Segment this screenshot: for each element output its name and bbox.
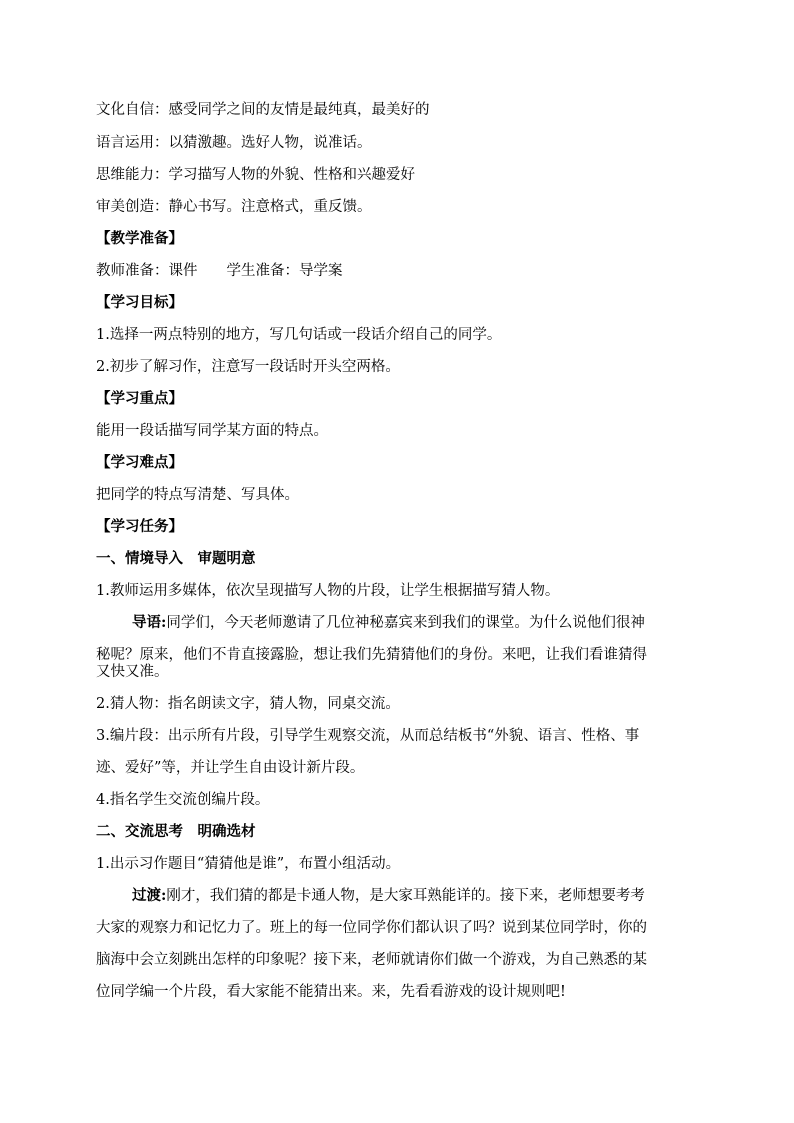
text-line bbox=[132, 886, 706, 906]
section-heading: 【学习重点】 bbox=[96, 390, 183, 407]
text-line: 2.猜人物：指名朗读文字，猜人物，同桌交流。 bbox=[96, 696, 400, 712]
text-line: 语言运用：以猜激趣。选好人物，说准话。 bbox=[96, 135, 372, 151]
text-line: 思维能力：学习描写人物的外貌、性格和兴趣爱好 bbox=[96, 167, 415, 183]
text-line: 4.指名学生交流创编片段。 bbox=[96, 792, 270, 808]
text-line: 大家的观察力和记忆力了。班上的每一位同学你们都认识了吗？说到某位同学时，你的 bbox=[96, 920, 647, 936]
transition-text: 刚才，我们猜的都是卡通人物，是大家耳熟能详的。接下来，老师想要考考 bbox=[166, 888, 645, 904]
text-line: 1.教师运用多媒体，依次呈现描写人物的片段，让学生根据描写猜人物。 bbox=[96, 583, 560, 599]
text-line: 审美创造：静心书写。注意格式，重反馈。 bbox=[96, 199, 372, 215]
lead-text: 同学们，今天老师邀请了几位神秘嘉宾来到我们的课堂。为什么说他们很神 bbox=[166, 615, 645, 631]
section-heading: 【教学准备】 bbox=[96, 230, 183, 247]
text-line: 秘呢？原来，他们不肯直接露脸，想让我们先猜猜他们的身份。来吧，让我们看谁猜得 bbox=[96, 647, 647, 663]
text-line: 脑海中会立刻跳出怎样的印象呢？接下来，老师就请你们做一个游戏，为自己熟悉的某 bbox=[96, 952, 647, 968]
text-line: 教师准备：课件 学生准备：导学案 bbox=[96, 263, 343, 279]
section-heading: 【学习任务】 bbox=[96, 518, 183, 535]
lead-label: 导语: bbox=[132, 614, 167, 631]
text-line: 能用一段话描写同学某方面的特点。 bbox=[96, 423, 328, 439]
text-line: 位同学编一个片段，看大家能不能猜出来。来，先看看游戏的设计规则吧! bbox=[96, 984, 566, 1000]
text-line: 3.编片段：出示所有片段，引导学生观察交流，从而总结板书“外貌、语言、性格、事 bbox=[96, 728, 640, 744]
text-line: 把同学的特点写清楚、写具体。 bbox=[96, 487, 299, 503]
transition-label: 过渡: bbox=[132, 887, 167, 904]
text-line: 又快又准。 bbox=[96, 664, 169, 680]
subsection-heading: 二、交流思考 明确选材 bbox=[96, 823, 256, 840]
text-line bbox=[132, 613, 706, 633]
text-line: 1.选择一两点特别的地方，写几句话或一段话介绍自己的同学。 bbox=[96, 327, 502, 343]
text-line: 文化自信：感受同学之间的友情是最纯真，最美好的 bbox=[96, 102, 430, 118]
section-heading: 【学习难点】 bbox=[96, 454, 183, 471]
text-line: 迹、爱好”等，并让学生自由设计新片段。 bbox=[96, 760, 365, 776]
text-line: 1.出示习作题目“猜猜他是谁”，布置小组活动。 bbox=[96, 856, 401, 872]
text-line: 2.初步了解习作，注意写一段话时开头空两格。 bbox=[96, 359, 400, 375]
section-heading: 【学习目标】 bbox=[96, 294, 183, 311]
subsection-heading: 一、情境导入 审题明意 bbox=[96, 550, 256, 567]
